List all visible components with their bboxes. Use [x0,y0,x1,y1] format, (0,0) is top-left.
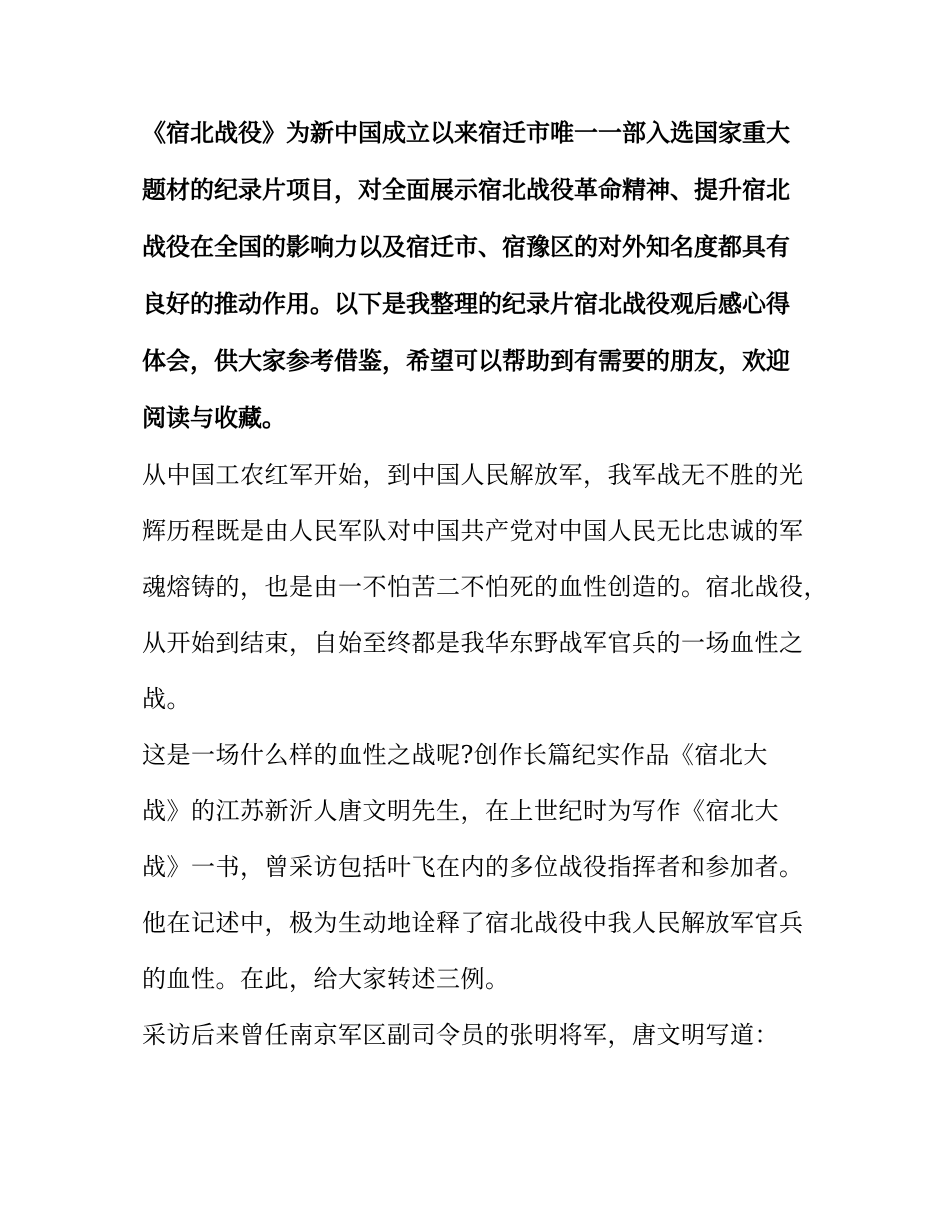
paragraph-line: 他在记述中，极为生动地诠释了宿北战役中我人民解放军官兵 [142,909,804,937]
intro-line: 题材的纪录片项目，对全面展示宿北战役革命精神、提升宿北 [142,176,790,204]
paragraph-line: 的血性。在此，给大家转述三例。 [142,965,510,993]
paragraph-line: 战》一书，曾采访包括叶飞在内的多位战役指挥者和参加者。 [142,853,804,881]
intro-line: 良好的推动作用。以下是我整理的纪录片宿北战役观后感心得 [142,290,790,318]
intro-line: 阅读与收藏。 [142,404,286,432]
intro-line: 《宿北战役》为新中国成立以来宿迁市唯一一部入选国家重大 [142,119,790,147]
paragraph-line: 魂熔铸的，也是由一不怕苦二不怕死的血性创造的。宿北战役， [142,573,828,601]
intro-line: 体会，供大家参考借鉴，希望可以帮助到有需要的朋友，欢迎 [142,347,790,375]
body-paragraph-1 [142,447,828,727]
paragraph-line: 从开始到结束，自始至终都是我华东野战军官兵的一场血性之 [142,629,804,657]
paragraph-line: 战》的江苏新沂人唐文明先生，在上世纪时为写作《宿北大 [142,797,779,825]
paragraph-line: 辉历程既是由人民军队对中国共产党对中国人民无比忠诚的军 [142,517,804,545]
intro-line: 战役在全国的影响力以及宿迁市、宿豫区的对外知名度都具有 [142,233,790,261]
paragraph-line: 战。 [142,685,191,713]
document-body [142,105,828,1063]
paragraph-line: 从中国工农红军开始，到中国人民解放军，我军战无不胜的光 [142,461,804,489]
body-paragraph-2 [142,727,828,1007]
paragraph-line: 这是一场什么样的血性之战呢?创作长篇纪实作品《宿北大 [142,741,768,769]
body-paragraph-3 [142,1007,828,1063]
paragraph-line: 采访后来曾任南京军区副司令员的张明将军，唐文明写道： [142,1021,779,1049]
intro-paragraph [142,105,828,447]
